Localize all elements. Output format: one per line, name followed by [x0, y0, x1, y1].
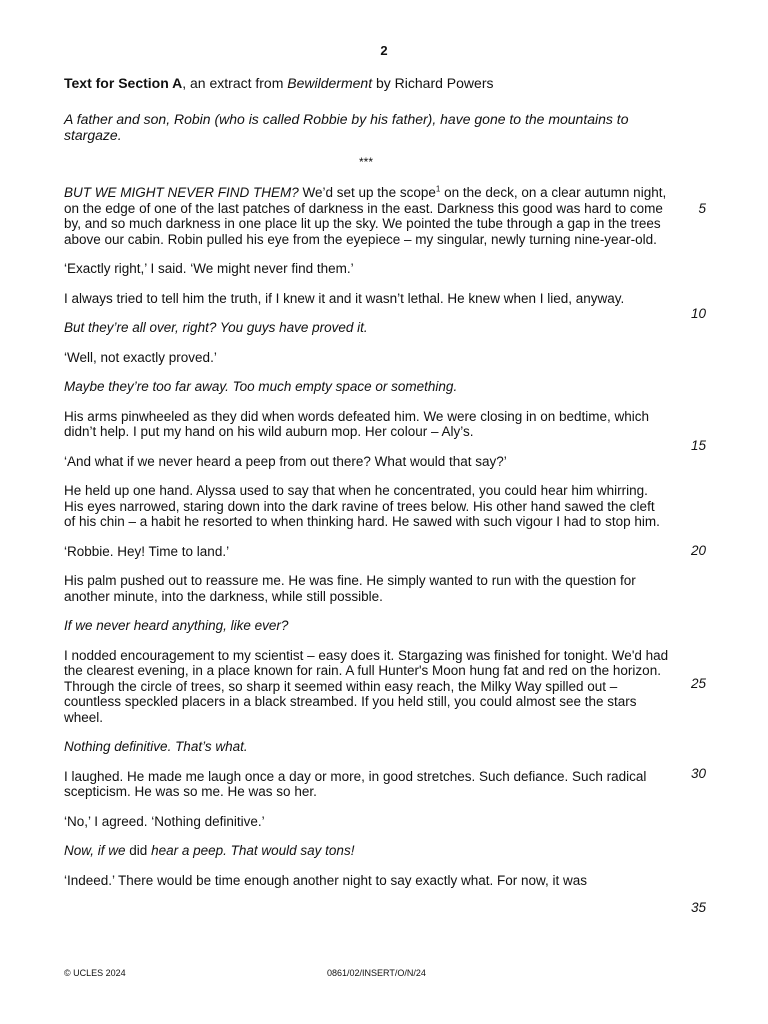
- line-number-15: 15: [690, 438, 706, 453]
- line-number-20: 20: [690, 543, 706, 558]
- paragraph-1: [64, 185, 669, 247]
- paragraph-11: His palm pushed out to reassure me. He was fine. He simply wanted to run with the question for another minute, into the darkness, while still possible.: [64, 573, 636, 604]
- section-header: [64, 75, 684, 91]
- paragraph-13: I nodded encouragement to my scientist – easy does it. Stargazing was finished for tonight. We'd had the clearest evening, in a place known for rain. A full Hunter's Moon hung fat and red on the horizon. Through the circle of trees, so sharp it seemed within easy reach, the Milky Way spilled out – countless speckled placers in a black streambed. If you held still, you could almost see the stars wheel.: [64, 647, 669, 725]
- paragraph-18: ‘Indeed.’ There would be time enough another night to say exactly what. For now, it was: [64, 872, 588, 888]
- extract-text: [64, 185, 669, 902]
- page-number: 2: [380, 43, 388, 58]
- paragraph-9: He held up one hand. Alyssa used to say that when he concentrated, you could hear him whirring. His eyes narrowed, staring down into the dark ravine of trees below. His other hand sawed the cleft of his chin – a habit he resorted to when thinking hard. He sawed with such vigour I had to stop him.: [64, 483, 660, 529]
- header-pre-title: , an extract from: [182, 75, 288, 91]
- paragraph-17-part-a: Now, if we: [64, 843, 126, 858]
- paragraph-1-lead: BUT WE MIGHT NEVER FIND THEM?: [64, 185, 299, 200]
- line-number-30: 30: [690, 766, 706, 781]
- line-number-5: 5: [698, 201, 706, 216]
- footnote-marker: 1: [435, 184, 441, 194]
- paragraph-7: His arms pinwheeled as they did when words defeated him. We were closing in on bedtime, which didn’t help. I put my hand on his wild auburn mop. Her colour – Aly’s.: [64, 408, 650, 439]
- paragraph-17-part-c: hear a peep. That would say tons!: [151, 843, 355, 858]
- paragraph-10: ‘Robbie. Hey! Time to land.’: [64, 543, 230, 559]
- paragraph-17: [64, 843, 669, 859]
- paragraph-1-after-footnote: on the deck, on a clear autumn night, on the edge of one of the last patches of darkness in the east. Darkness this good was hard to come by, and so much darkness in one place lit up the sky. We pointed the tube through a gap in the trees above our cabin. Robin pulled his eye from the eyepiece – my singular, newly turning nine-year-old.: [64, 185, 667, 247]
- paragraph-14: Nothing definitive. That’s what.: [64, 739, 248, 754]
- line-number-35: 35: [690, 900, 706, 915]
- footer-copyright: © UCLES 2024: [64, 968, 126, 978]
- line-number-25: 25: [690, 676, 706, 691]
- paragraph-2: ‘Exactly right,’ I said. ‘We might never find them.’: [64, 261, 354, 276]
- paragraph-5: ‘Well, not exactly proved.’: [64, 349, 217, 365]
- paragraph-1-before-footnote: We’d set up the scope: [298, 185, 436, 200]
- paragraph-6: Maybe they’re too far away. Too much empty space or something.: [64, 379, 458, 394]
- paragraph-4: But they’re all over, right? You guys have proved it.: [64, 320, 368, 335]
- book-title: Bewilderment: [287, 75, 373, 91]
- line-number-10: 10: [690, 306, 706, 321]
- paragraph-15: I laughed. He made me laugh once a day or more, in good stretches. Such defiance. Such radical scepticism. He was so me. He was so her.: [64, 768, 647, 799]
- section-label: Text for Section A: [64, 75, 183, 91]
- paragraph-17-part-b: did: [125, 843, 152, 858]
- paragraph-8: ‘And what if we never heard a peep from out there? What would that say?’: [64, 453, 507, 469]
- paragraph-16: ‘No,’ I agreed. ‘Nothing definitive.’: [64, 813, 265, 829]
- intro-text: A father and son, Robin (who is called Robbie by his father), have gone to the mountains to stargaze.: [64, 111, 629, 143]
- paragraph-3: I always tried to tell him the truth, if I knew it and it wasn’t lethal. He knew when I lied, anyway.: [64, 290, 625, 306]
- book-author: by Richard Powers: [372, 75, 494, 91]
- paragraph-12: If we never heard anything, like ever?: [64, 618, 289, 633]
- footer-paper-code: 0861/02/INSERT/O/N/24: [327, 968, 426, 978]
- section-separator: ***: [358, 155, 373, 169]
